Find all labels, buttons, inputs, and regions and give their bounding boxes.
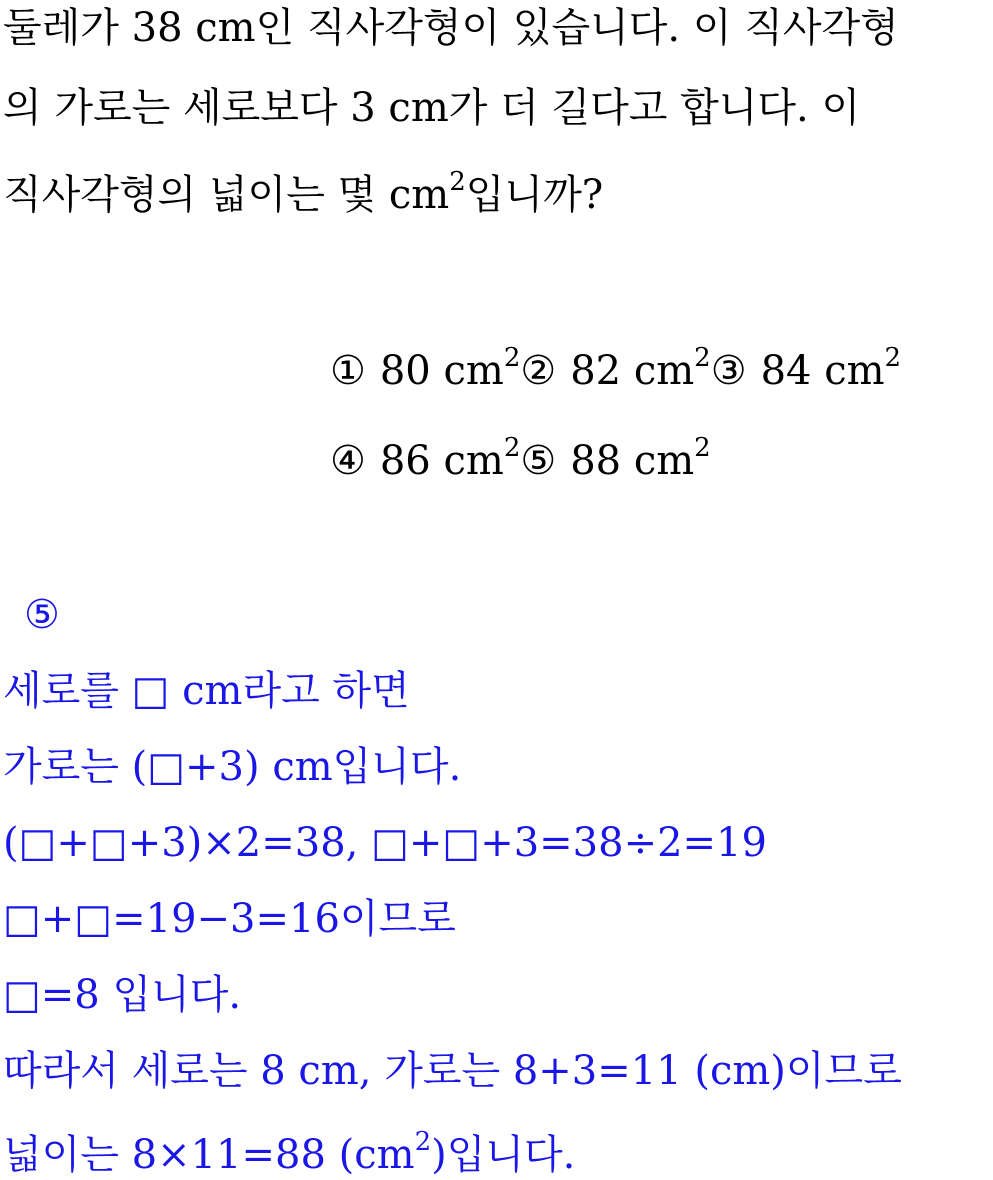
choice-superscript: 2 xyxy=(694,433,711,463)
choice-superscript: 2 xyxy=(694,343,711,373)
question-line-3 xyxy=(3,167,604,220)
solution-superscript: 2 xyxy=(414,1127,432,1157)
solution-step-5: □=8 입니다. xyxy=(3,972,242,1018)
question-superscript: 2 xyxy=(449,167,466,197)
choice-value: 86 cm xyxy=(379,438,504,484)
solution-step-2: 가로는 (□+3) cm입니다. xyxy=(3,744,462,790)
choice-1[interactable] xyxy=(330,343,521,396)
question-line-3-end: 입니까? xyxy=(465,172,604,218)
choice-superscript: 2 xyxy=(884,343,902,373)
solution-step-6: 따라서 세로는 8 cm, 가로는 8+3=11 (cm)이므로 xyxy=(3,1048,902,1094)
choice-4[interactable] xyxy=(330,433,521,486)
choice-value: 84 cm xyxy=(760,348,885,394)
question-line-3-text: 직사각형의 넓이는 몇 cm xyxy=(3,172,450,218)
solution-answer: ⑤ xyxy=(24,592,60,638)
solution-step-3: (□+□+3)×2=38, □+□+3=38÷2=19 xyxy=(3,820,767,866)
choice-5[interactable] xyxy=(520,433,711,486)
solution-step-1: 세로를 □ cm라고 하면 xyxy=(3,668,410,714)
question-line-1: 둘레가 38 cm인 직사각형이 있습니다. 이 직사각형 xyxy=(3,5,899,51)
choice-number: ③ xyxy=(710,348,747,394)
choice-superscript: 2 xyxy=(503,433,521,463)
choices-row-2 xyxy=(330,433,711,486)
choice-3[interactable] xyxy=(710,343,902,396)
solution-step-7 xyxy=(3,1127,576,1180)
choices-row-1 xyxy=(330,343,902,396)
choice-number: ④ xyxy=(330,438,366,484)
choice-superscript: 2 xyxy=(503,343,521,373)
choice-value: 80 cm xyxy=(379,348,504,394)
choice-value: 88 cm xyxy=(570,438,695,484)
choice-number: ① xyxy=(330,348,366,394)
choice-number: ⑤ xyxy=(520,438,557,484)
solution-step-7-text: 넓이는 8×11=88 (cm xyxy=(3,1132,415,1178)
question-line-2: 의 가로는 세로보다 3 cm가 더 길다고 합니다. 이 xyxy=(3,85,861,131)
choice-number: ② xyxy=(520,348,557,394)
solution-step-4: □+□=19−3=16이므로 xyxy=(3,896,456,942)
choice-2[interactable] xyxy=(520,343,711,396)
choice-value: 82 cm xyxy=(570,348,695,394)
solution-step-7-end: )입니다. xyxy=(431,1132,576,1178)
